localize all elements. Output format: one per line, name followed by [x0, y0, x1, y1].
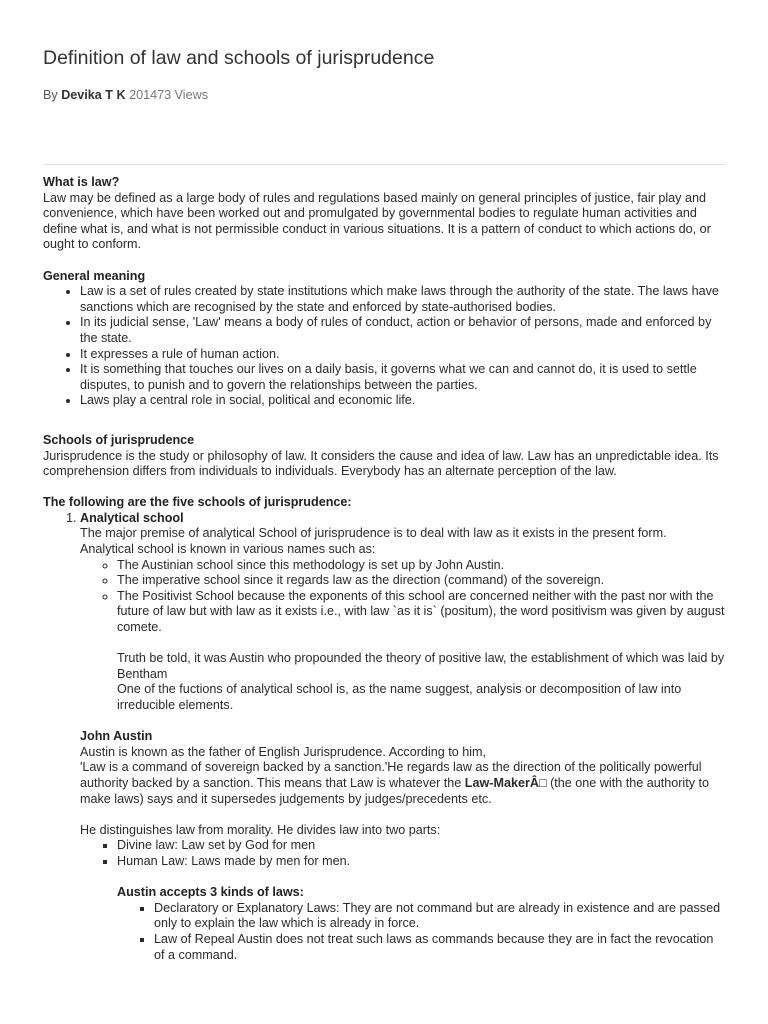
- replacement-glyph: □: [538, 775, 547, 790]
- section-heading-what-is-law: What is law?: [43, 175, 120, 189]
- byline: [43, 88, 208, 104]
- analytical-names-list: [80, 558, 726, 714]
- section-heading-general-meaning: General meaning: [43, 268, 146, 283]
- kinds-heading: Austin accepts 3 kinds of laws:: [117, 885, 304, 900]
- austin-quote-pre: 'Law is a command of sovereign backed by a sanction.'He regards law as the direction of the politically powerful authority backed by a sanction. This means that Law is whatever the: [80, 760, 702, 790]
- author-link[interactable]: Devika T K: [61, 88, 126, 102]
- list-item: • Laws play a central role in social, political and economic life.: [80, 393, 726, 409]
- section-heading-five-schools: The following are the five schools of jurisprudence:: [43, 495, 352, 510]
- austin-quote-post: (the one with the authority to make laws) says and it supersedes judgements by judges/precedents etc.: [80, 775, 710, 806]
- list-item: ▪ Human Law: Laws made by men for men.: [117, 854, 726, 870]
- law-maker-term: Law-MakerÂ: [464, 775, 539, 790]
- general-meaning-list: [43, 284, 726, 409]
- austin-intro: Austin is known as the father of English Jurisprudence. According to him,: [80, 744, 487, 759]
- positivist-text: The Positivist School because the exponents of this school are concerned neither with the past nor with the future of law but with law as it exists i.e., with law `as it is` (positum), the word positivism was given by august comete.: [117, 588, 725, 635]
- view-count: 201473 Views: [129, 88, 208, 102]
- paragraph-schools: Jurisprudence is the study or philosophy of law. It considers the cause and idea of law. Law has an unpredictable idea. Its comprehension differs from individuals to individuals. Everybody has an alternate perception of the law.: [43, 448, 719, 479]
- list-item: ▪ Declaratory or Explanatory Laws: They are not command but are already in existence and are passed only to explain the law which is already in force.: [154, 901, 726, 932]
- list-item-analytical-school: [80, 511, 726, 963]
- john-austin-heading: John Austin: [80, 729, 153, 744]
- list-item: • Law is a set of rules created by state institutions which make laws through the authority of the state. The laws have sanctions which are recognised by the state and enforced by state-authorised bodies.: [80, 284, 726, 315]
- list-item: ◦ The Austinian school since this methodology is set up by John Austin.: [117, 558, 726, 574]
- function-paragraph: One of the fuctions of analytical school is, as the name suggest, analysis or decomposition of law into irreducible elements.: [117, 682, 682, 712]
- article-body: [43, 175, 726, 963]
- section-heading-schools: Schools of jurisprudence: [43, 432, 195, 447]
- austin-quote: [80, 760, 726, 807]
- list-item: • In its judicial sense, 'Law' means a body of rules of conduct, action or behavior of persons, made and enforced by the state.: [80, 315, 726, 346]
- five-schools-list: [43, 511, 726, 963]
- kinds-list: [80, 901, 726, 963]
- law-parts-list: [80, 838, 726, 869]
- list-item: [117, 589, 726, 714]
- article-title: Definition of law and schools of jurisprudence: [43, 47, 435, 69]
- list-item: ◦ The imperative school since it regards law as the direction (command) of the sovereign.: [117, 573, 726, 589]
- truth-paragraph: Truth be told, it was Austin who propounded the theory of positive law, the establishment of which was laid by Bentham: [117, 651, 725, 681]
- list-item: • It expresses a rule of human action.: [80, 347, 726, 363]
- morality-paragraph: He distinguishes law from morality. He divides law into two parts:: [80, 822, 441, 837]
- analytical-names-intro: Analytical school is known in various names such as:: [80, 542, 376, 557]
- list-item: • It is something that touches our lives on a daily basis, it governs what we can and cannot do, it is used to settle disputes, to punish and to govern the relationships between the parties.: [80, 362, 726, 393]
- paragraph-what-is-law: Law may be defined as a large body of rules and regulations based mainly on general principles of justice, fair play and convenience, which have been worked out and promulgated by governmental bodies to regulate human activities and define what is, and what is not permissible conduct in various situations. It is a pattern of conduct to which actions do, or ought to conform.: [43, 190, 711, 252]
- divider: [43, 164, 726, 165]
- analytical-school-title: Analytical school: [80, 510, 184, 525]
- list-item: ▪ Divine law: Law set by God for men: [117, 838, 726, 854]
- byline-prefix: By: [43, 88, 58, 102]
- list-item: ▪ Law of Repeal Austin does not treat such laws as commands because they are in fact the revocation of a command.: [154, 932, 726, 963]
- analytical-intro: The major premise of analytical School of jurisprudence is to deal with law as it exists in the present form.: [80, 526, 667, 541]
